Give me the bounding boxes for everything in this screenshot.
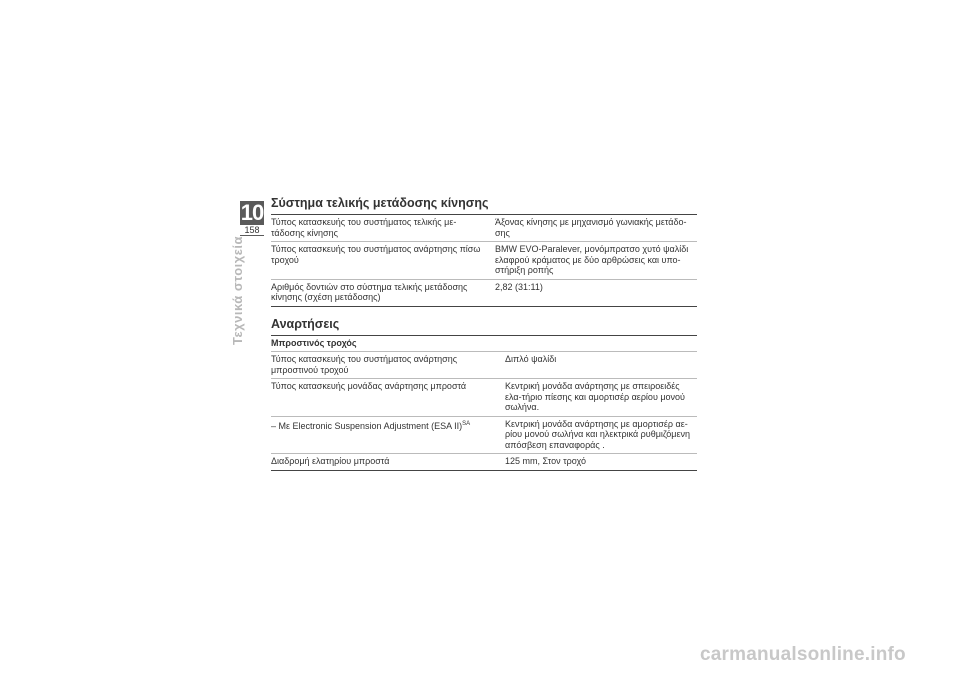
final-drive-table xyxy=(271,214,697,307)
table-row xyxy=(271,416,697,454)
table-row xyxy=(271,242,697,280)
row-value: Διπλό ψαλίδι xyxy=(505,352,697,379)
row-value: Άξονας κίνησης με μηχανισμό γωνιακής μετάδο-σης xyxy=(495,215,697,242)
row-value: Κεντρική μονάδα ανάρτησης με σπειροειδές ελα-τήριο πίεσης και αμορτισέρ αερίου μονού σωλήνα. xyxy=(505,379,697,417)
sa-superscript: SA xyxy=(462,420,471,427)
suspension-table xyxy=(271,335,697,471)
document-content xyxy=(271,196,697,471)
row-value: 2,82 (31:11) xyxy=(495,279,697,306)
row-label: Τύπος κατασκευής του συστήματος τελικής με-τάδοσης κίνησης xyxy=(271,215,495,242)
row-value: Κεντρική μονάδα ανάρτησης με αμορτισέρ αε-ρίου μονού σωλήνα και ηλεκτρικά ρυθμιζόμενη απόσβεση επαναφοράς . xyxy=(505,416,697,454)
chapter-number: 10 xyxy=(240,200,264,225)
chapter-marker xyxy=(240,201,264,236)
subheading-front-wheel: Μπροστινός τροχός xyxy=(271,335,697,352)
table-row xyxy=(271,352,697,379)
section-title-final-drive: Σύστημα τελικής μετάδοσης κίνησης xyxy=(271,196,489,210)
side-chapter-title: Τεχνικά στοιχεία xyxy=(230,235,245,345)
table-row xyxy=(271,215,697,242)
section-title-suspension: Αναρτήσεις xyxy=(271,316,340,331)
row-label: Τύπος κατασκευής του συστήματος ανάρτησης πίσω τροχού xyxy=(271,242,495,280)
row-label xyxy=(271,416,505,454)
table-row xyxy=(271,279,697,306)
row-value: 125 mm, Στον τροχό xyxy=(505,454,697,471)
row-label: Τύπος κατασκευής μονάδας ανάρτησης μπροστά xyxy=(271,379,505,417)
row-label: Αριθμός δοντιών στο σύστημα τελικής μετάδοσης κίνησης (σχέση μετάδοσης) xyxy=(271,279,495,306)
table-row xyxy=(271,454,697,471)
row-label: Διαδρομή ελατηρίου μπροστά xyxy=(271,454,505,471)
table-subheading-row xyxy=(271,335,697,352)
row-label: Τύπος κατασκευής του συστήματος ανάρτησης μπροστινού τροχού xyxy=(271,352,505,379)
page-number: 158 xyxy=(240,225,264,235)
row-value: BMW EVO-Paralever, μονόμπρατσο χυτό ψαλίδι ελαφρού κράματος με δύο αρθρώσεις και υπο-στήριξη ροπής xyxy=(495,242,697,280)
watermark: carmanualsonline.info xyxy=(700,644,906,665)
row-label-text: – Με Electronic Suspension Adjustment (ESA II) xyxy=(271,420,463,431)
table-row xyxy=(271,379,697,417)
